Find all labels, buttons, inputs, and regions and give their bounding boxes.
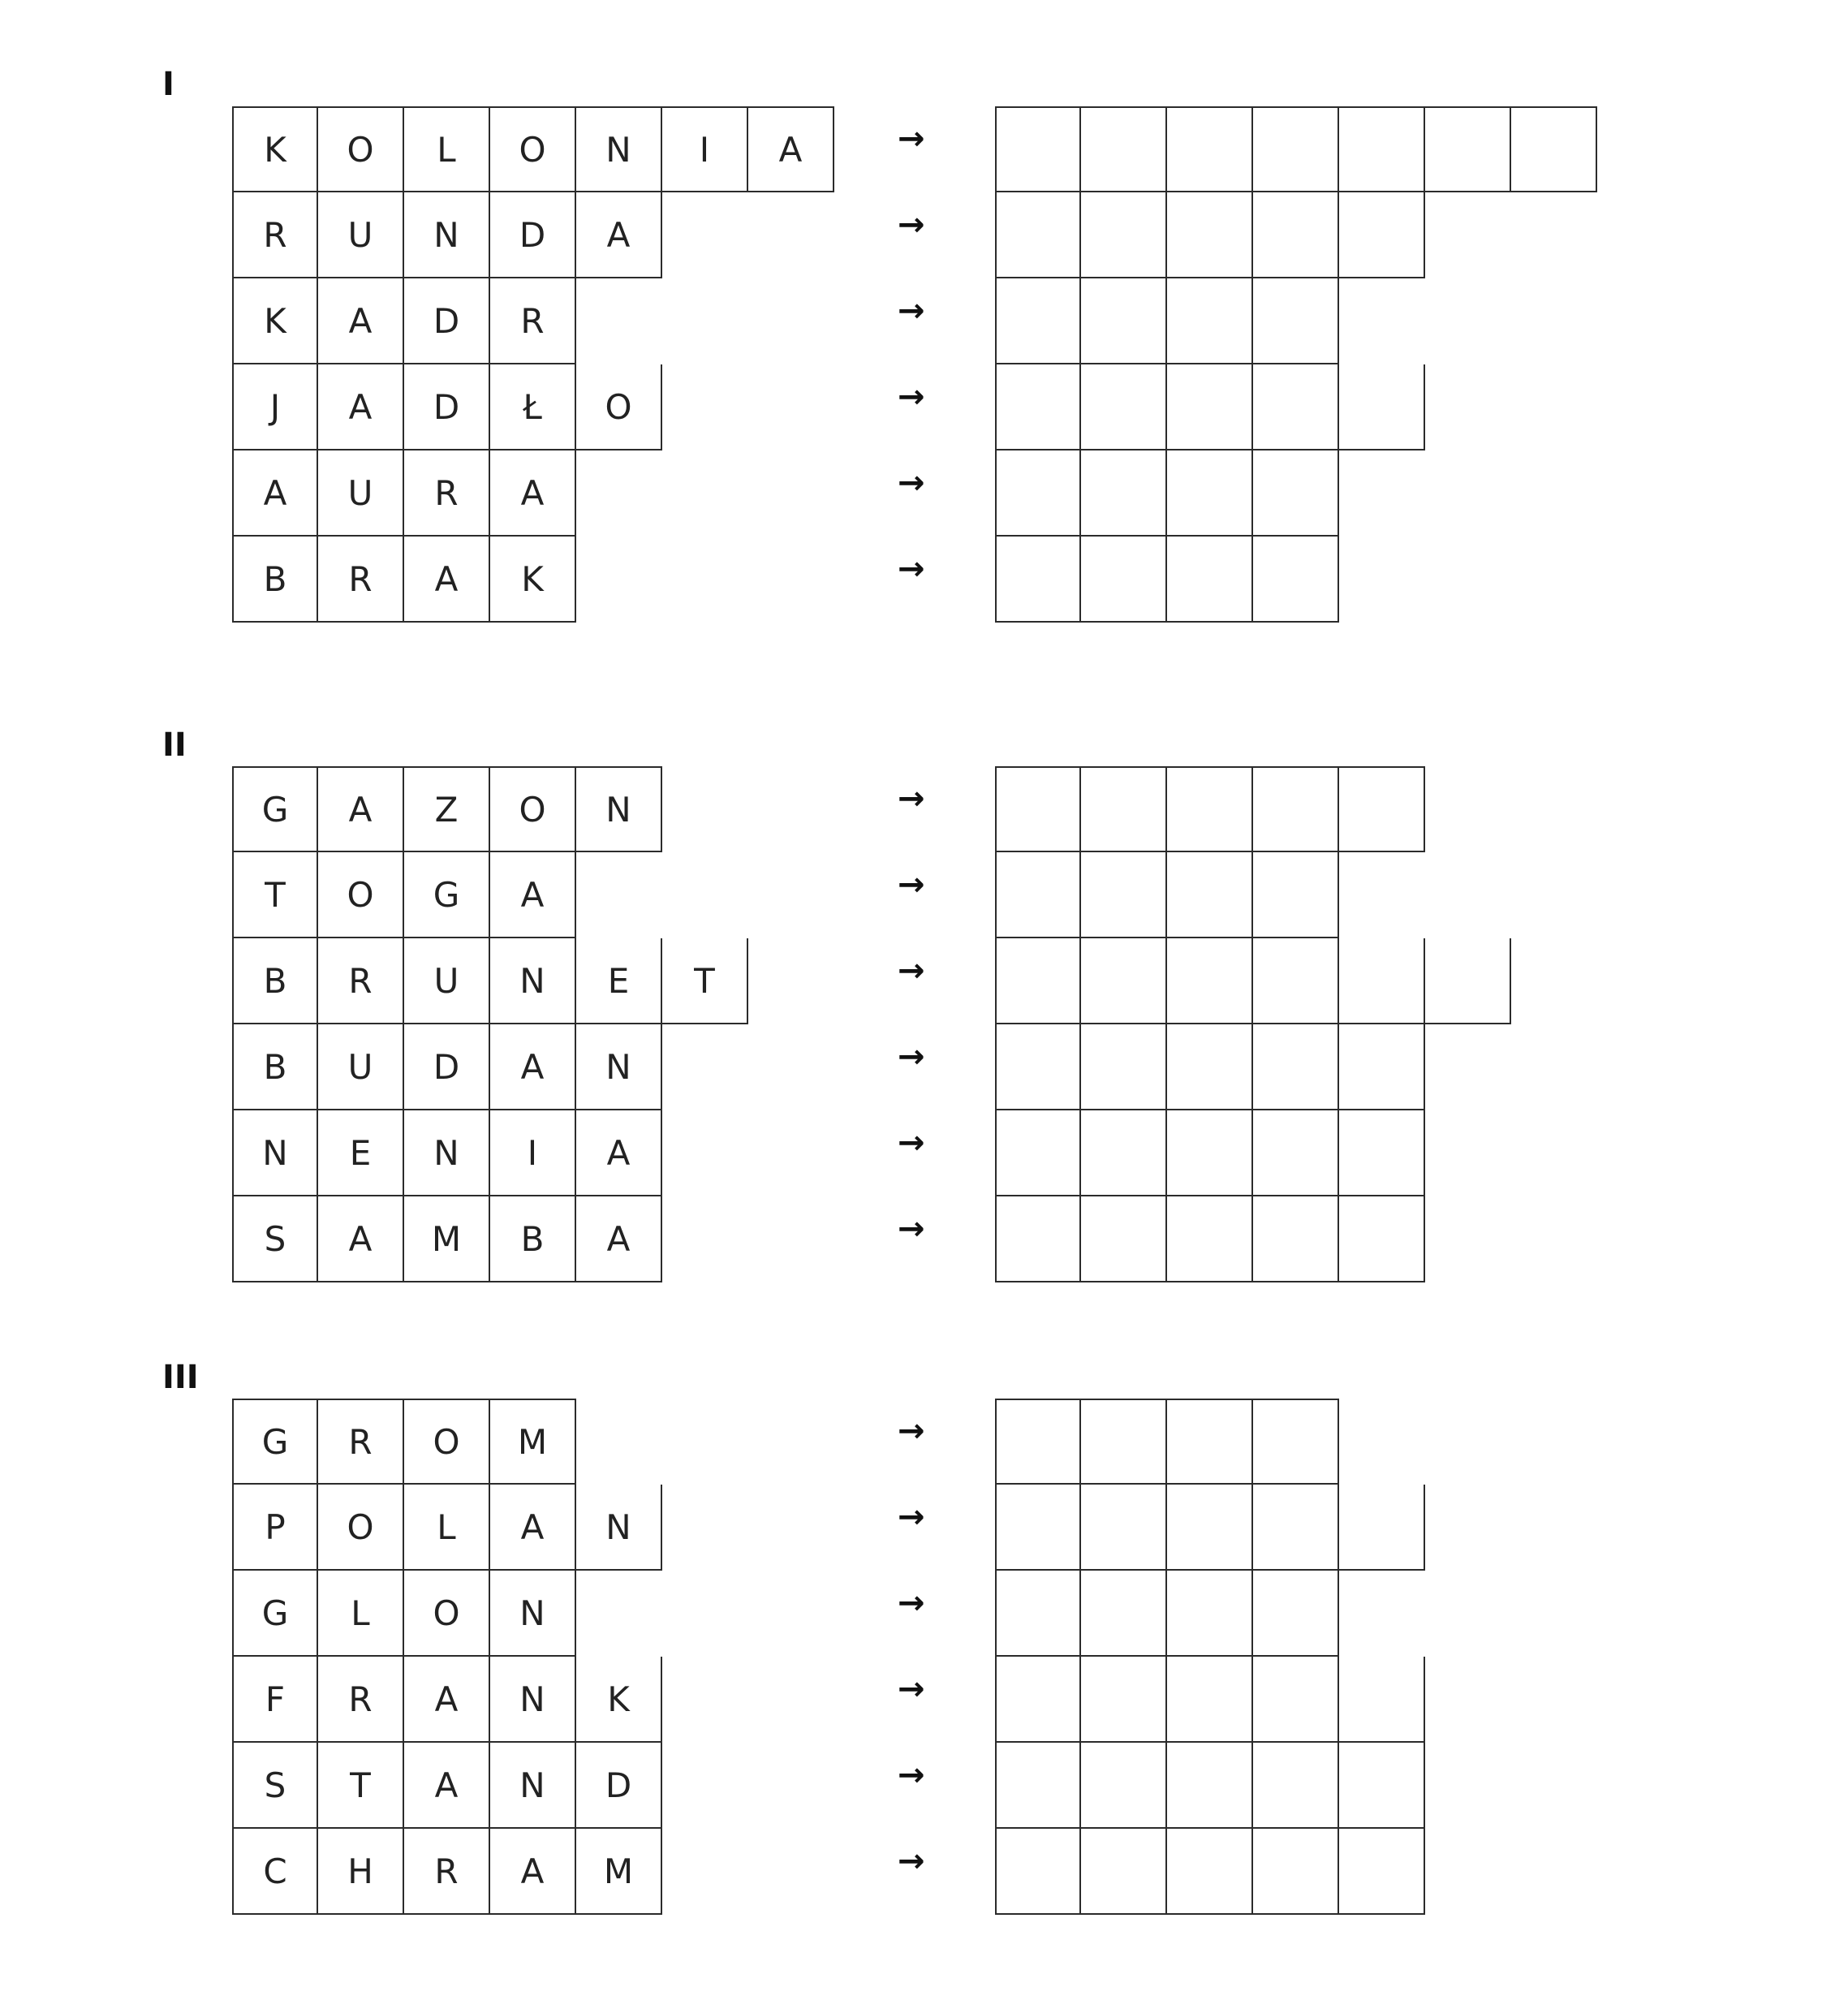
- answer-cell[interactable]: [1167, 1829, 1253, 1915]
- letter-cell: N: [576, 1024, 662, 1110]
- answer-cell[interactable]: [995, 1571, 1081, 1657]
- letter-cell: G: [232, 1571, 318, 1657]
- letter-cell: G: [232, 1399, 318, 1485]
- answer-cell[interactable]: [1339, 1196, 1425, 1282]
- letter-cell: L: [404, 1485, 490, 1571]
- answer-cell[interactable]: [1339, 1829, 1425, 1915]
- answer-cell[interactable]: [1339, 938, 1425, 1024]
- letter-cell: K: [232, 278, 318, 364]
- answer-cell[interactable]: [995, 1829, 1081, 1915]
- letter-cell: O: [576, 364, 662, 450]
- letter-cell: B: [232, 938, 318, 1024]
- answer-cell[interactable]: [1167, 364, 1253, 450]
- answer-cell[interactable]: [1339, 1024, 1425, 1110]
- arrow-right-icon: →: [898, 780, 925, 817]
- letter-cell: A: [490, 1485, 576, 1571]
- section-label: III: [162, 1359, 199, 1396]
- letter-cell: O: [404, 1399, 490, 1485]
- answer-cell[interactable]: [1253, 1829, 1339, 1915]
- letter-cell: B: [490, 1196, 576, 1282]
- answer-cell[interactable]: [1253, 1024, 1339, 1110]
- answer-cell[interactable]: [1253, 1571, 1339, 1657]
- letter-cell: C: [232, 1829, 318, 1915]
- answer-cell[interactable]: [995, 537, 1081, 623]
- answer-cell[interactable]: [1253, 1743, 1339, 1829]
- letter-cell: R: [404, 1829, 490, 1915]
- answer-cell[interactable]: [1167, 1399, 1253, 1485]
- answer-cell[interactable]: [1081, 1571, 1167, 1657]
- answer-cell[interactable]: [1253, 106, 1339, 192]
- answer-cell[interactable]: [1253, 1485, 1339, 1571]
- answer-cell[interactable]: [1081, 1399, 1167, 1485]
- letter-cell: A: [404, 1657, 490, 1743]
- answer-cell[interactable]: [1253, 1399, 1339, 1485]
- answer-cell[interactable]: [1167, 1485, 1253, 1571]
- answer-cell[interactable]: [995, 938, 1081, 1024]
- answer-cell[interactable]: [1253, 278, 1339, 364]
- letter-cell: O: [318, 1485, 404, 1571]
- letter-cell: O: [318, 852, 404, 938]
- letter-cell: N: [576, 766, 662, 852]
- letter-cell: G: [232, 766, 318, 852]
- letter-cell: U: [318, 1024, 404, 1110]
- letter-cell: K: [490, 537, 576, 623]
- letter-cell: E: [318, 1110, 404, 1196]
- answer-cell[interactable]: [995, 1110, 1081, 1196]
- answer-cell[interactable]: [1081, 1196, 1167, 1282]
- letter-cell: A: [318, 278, 404, 364]
- answer-cell[interactable]: [1081, 766, 1167, 852]
- letter-cell: M: [576, 1829, 662, 1915]
- letter-cell: S: [232, 1196, 318, 1282]
- answer-cell[interactable]: [1339, 364, 1425, 450]
- answer-cell[interactable]: [1167, 1024, 1253, 1110]
- section-label: II: [162, 726, 187, 764]
- arrow-right-icon: →: [898, 866, 925, 903]
- letter-cell: R: [318, 537, 404, 623]
- answer-cell[interactable]: [995, 364, 1081, 450]
- arrow-right-icon: →: [898, 292, 925, 330]
- arrow-right-icon: →: [898, 1843, 925, 1880]
- letter-cell: A: [490, 450, 576, 537]
- answer-cell[interactable]: [1253, 537, 1339, 623]
- answer-cell[interactable]: [995, 450, 1081, 537]
- letter-cell: D: [404, 1024, 490, 1110]
- section-label: I: [162, 66, 174, 103]
- letter-cell: A: [318, 1196, 404, 1282]
- letter-cell: R: [404, 450, 490, 537]
- letter-cell: U: [318, 450, 404, 537]
- answer-cell[interactable]: [1167, 106, 1253, 192]
- answer-cell[interactable]: [1253, 192, 1339, 278]
- answer-cell[interactable]: [1511, 106, 1597, 192]
- arrow-right-icon: →: [898, 1757, 925, 1794]
- letter-cell: A: [490, 1829, 576, 1915]
- answer-cell[interactable]: [1339, 1110, 1425, 1196]
- answer-cell[interactable]: [1081, 1829, 1167, 1915]
- answer-cell[interactable]: [1253, 938, 1339, 1024]
- letter-cell: T: [662, 938, 748, 1024]
- answer-cell[interactable]: [1339, 1657, 1425, 1743]
- arrow-right-icon: →: [898, 550, 925, 588]
- letter-cell: O: [490, 106, 576, 192]
- letter-cell: O: [490, 766, 576, 852]
- answer-cell[interactable]: [1081, 106, 1167, 192]
- answer-cell[interactable]: [1253, 852, 1339, 938]
- answer-cell[interactable]: [995, 1196, 1081, 1282]
- letter-cell: L: [318, 1571, 404, 1657]
- answer-cell[interactable]: [1167, 852, 1253, 938]
- letter-cell: A: [318, 766, 404, 852]
- answer-cell[interactable]: [1339, 1743, 1425, 1829]
- letter-cell: S: [232, 1743, 318, 1829]
- answer-cell[interactable]: [995, 852, 1081, 938]
- letter-cell: E: [576, 938, 662, 1024]
- letter-cell: A: [490, 852, 576, 938]
- letter-cell: R: [318, 1399, 404, 1485]
- answer-cell[interactable]: [995, 278, 1081, 364]
- letter-cell: J: [232, 364, 318, 450]
- letter-cell: N: [232, 1110, 318, 1196]
- letter-cell: A: [404, 537, 490, 623]
- answer-cell[interactable]: [1167, 1571, 1253, 1657]
- answer-cell[interactable]: [995, 1024, 1081, 1110]
- arrow-right-icon: →: [898, 1038, 925, 1075]
- letter-cell: O: [404, 1571, 490, 1657]
- letter-cell: G: [404, 852, 490, 938]
- letter-cell: A: [318, 364, 404, 450]
- letter-cell: A: [232, 450, 318, 537]
- arrow-right-icon: →: [898, 1210, 925, 1248]
- letter-cell: A: [576, 192, 662, 278]
- answer-cell[interactable]: [1081, 364, 1167, 450]
- answer-cell[interactable]: [1253, 766, 1339, 852]
- letter-cell: N: [404, 192, 490, 278]
- letter-cell: Ł: [490, 364, 576, 450]
- answer-cell[interactable]: [1081, 450, 1167, 537]
- letter-cell: N: [404, 1110, 490, 1196]
- answer-cell[interactable]: [1425, 938, 1511, 1024]
- answer-cell[interactable]: [1167, 766, 1253, 852]
- answer-cell[interactable]: [1339, 1485, 1425, 1571]
- answer-cell[interactable]: [995, 1399, 1081, 1485]
- answer-cell[interactable]: [1167, 938, 1253, 1024]
- answer-cell[interactable]: [1339, 192, 1425, 278]
- letter-cell: F: [232, 1657, 318, 1743]
- letter-cell: P: [232, 1485, 318, 1571]
- letter-cell: R: [318, 938, 404, 1024]
- letter-cell: R: [318, 1657, 404, 1743]
- arrow-right-icon: →: [898, 1124, 925, 1162]
- answer-cell[interactable]: [1167, 1657, 1253, 1743]
- arrow-right-icon: →: [898, 206, 925, 244]
- arrow-right-icon: →: [898, 120, 925, 157]
- letter-cell: T: [318, 1743, 404, 1829]
- answer-cell[interactable]: [1081, 938, 1167, 1024]
- letter-cell: N: [490, 938, 576, 1024]
- answer-cell[interactable]: [1081, 1485, 1167, 1571]
- letter-cell: U: [404, 938, 490, 1024]
- answer-cell[interactable]: [1081, 1743, 1167, 1829]
- letter-cell: R: [232, 192, 318, 278]
- letter-cell: H: [318, 1829, 404, 1915]
- letter-cell: A: [490, 1024, 576, 1110]
- letter-cell: A: [576, 1110, 662, 1196]
- answer-cell[interactable]: [1167, 1743, 1253, 1829]
- answer-cell[interactable]: [1339, 766, 1425, 852]
- answer-cell[interactable]: [1081, 1024, 1167, 1110]
- answer-cell[interactable]: [1081, 537, 1167, 623]
- arrow-right-icon: →: [898, 1584, 925, 1622]
- letter-cell: A: [404, 1743, 490, 1829]
- letter-cell: K: [576, 1657, 662, 1743]
- arrow-right-icon: →: [898, 1498, 925, 1536]
- letter-cell: Z: [404, 766, 490, 852]
- arrow-right-icon: →: [898, 952, 925, 989]
- letter-cell: M: [490, 1399, 576, 1485]
- answer-cell[interactable]: [1167, 537, 1253, 623]
- answer-cell[interactable]: [1081, 278, 1167, 364]
- letter-cell: K: [232, 106, 318, 192]
- letter-cell: O: [318, 106, 404, 192]
- answer-cell[interactable]: [1167, 192, 1253, 278]
- letter-cell: A: [576, 1196, 662, 1282]
- answer-cell[interactable]: [995, 192, 1081, 278]
- answer-cell[interactable]: [995, 1743, 1081, 1829]
- letter-cell: R: [490, 278, 576, 364]
- letter-cell: N: [576, 1485, 662, 1571]
- answer-cell[interactable]: [995, 1657, 1081, 1743]
- answer-cell[interactable]: [1167, 1196, 1253, 1282]
- answer-cell[interactable]: [1253, 1196, 1339, 1282]
- letter-cell: U: [318, 192, 404, 278]
- answer-cell[interactable]: [1167, 278, 1253, 364]
- answer-cell[interactable]: [1167, 450, 1253, 537]
- arrow-right-icon: →: [898, 378, 925, 416]
- letter-cell: B: [232, 1024, 318, 1110]
- answer-cell[interactable]: [1339, 106, 1425, 192]
- answer-cell[interactable]: [1253, 1657, 1339, 1743]
- answer-cell[interactable]: [995, 1485, 1081, 1571]
- letter-cell: N: [576, 106, 662, 192]
- letter-cell: A: [748, 106, 834, 192]
- letter-cell: I: [490, 1110, 576, 1196]
- answer-cell[interactable]: [1425, 106, 1511, 192]
- answer-cell[interactable]: [995, 766, 1081, 852]
- answer-cell[interactable]: [1081, 1110, 1167, 1196]
- arrow-right-icon: →: [898, 1670, 925, 1708]
- letter-cell: T: [232, 852, 318, 938]
- answer-cell[interactable]: [1081, 1657, 1167, 1743]
- answer-cell[interactable]: [1167, 1110, 1253, 1196]
- arrow-right-icon: →: [898, 1412, 925, 1450]
- answer-cell[interactable]: [1253, 1110, 1339, 1196]
- letter-cell: M: [404, 1196, 490, 1282]
- letter-cell: B: [232, 537, 318, 623]
- letter-cell: D: [490, 192, 576, 278]
- answer-cell[interactable]: [1081, 192, 1167, 278]
- letter-cell: I: [662, 106, 748, 192]
- letter-cell: D: [404, 364, 490, 450]
- letter-cell: N: [490, 1743, 576, 1829]
- answer-cell[interactable]: [1253, 364, 1339, 450]
- answer-cell[interactable]: [995, 106, 1081, 192]
- letter-cell: N: [490, 1571, 576, 1657]
- letter-cell: L: [404, 106, 490, 192]
- answer-cell[interactable]: [1081, 852, 1167, 938]
- letter-cell: D: [404, 278, 490, 364]
- letter-cell: N: [490, 1657, 576, 1743]
- answer-cell[interactable]: [1253, 450, 1339, 537]
- letter-cell: D: [576, 1743, 662, 1829]
- arrow-right-icon: →: [898, 464, 925, 502]
